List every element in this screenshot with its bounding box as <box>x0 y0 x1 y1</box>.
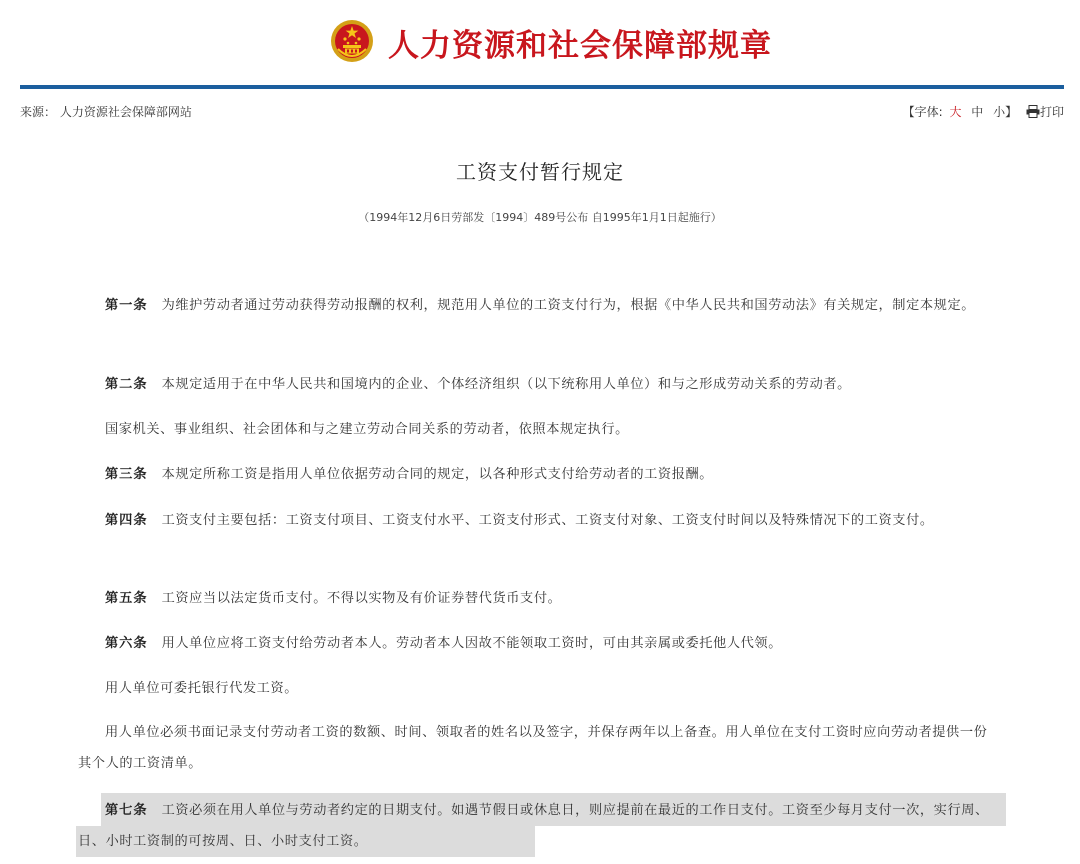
source-value: 人力资源社会保障部网站 <box>59 105 192 119</box>
article-text: 用人单位应将工资支付给劳动者本人。劳动者本人因故不能领取工资时，可由其亲属或委托他人代领。 <box>161 636 782 651</box>
article-text: 为维护劳动者通过劳动获得劳动报酬的权利，规范用人单位的工资支付行为，根据《中华人民共和国劳动法》有关规定，制定本规定。 <box>161 298 976 313</box>
document-subtitle: （1994年12月6日劳部发〔1994〕489号公布 自1995年1月1日起施行） <box>358 211 722 224</box>
article-label: 第二条 <box>105 377 148 392</box>
article-6 <box>78 628 998 659</box>
site-title: 人力资源和社会保障部规章 <box>388 28 772 64</box>
article-label: 第七条 <box>105 803 148 818</box>
article-text: 工资支付主要包括：工资支付项目、工资支付水平、工资支付形式、工资支付对象、工资支付时间以及特殊情况下的工资支付。 <box>161 513 934 528</box>
article-text: 本规定所称工资是指用人单位依据劳动合同的规定，以各种形式支付给劳动者的工资报酬。 <box>161 467 714 482</box>
article-1 <box>78 290 998 321</box>
article-3 <box>78 459 998 490</box>
font-medium-button[interactable]: 中 <box>971 105 984 119</box>
article-2-para-2 <box>78 414 998 445</box>
font-small-button[interactable]: 小】 <box>993 105 1018 119</box>
article-text: 工资必须在用人单位与劳动者约定的日期支付。如遇节假日或休息日，则应提前在最近的工作日支付。工资至少每月支付一次，实行周、日、小时工资制的可按周、日、小时支付工资。 <box>78 803 989 849</box>
font-large-button[interactable]: 大 <box>949 105 962 119</box>
article-7 <box>78 795 998 857</box>
article-text: 工资应当以法定货币支付。不得以实物及有价证券替代货币支付。 <box>161 591 562 606</box>
print-button[interactable] <box>1024 105 1064 119</box>
site-header <box>0 0 1080 88</box>
article-4 <box>78 505 998 536</box>
article-label: 第四条 <box>105 513 148 528</box>
header-divider <box>20 85 1064 89</box>
article-text: 用人单位必须书面记录支付劳动者工资的数额、时间、领取者的姓名以及签字，并保存两年以上备查。用人单位在支付工资时应向劳动者提供一份其个人的工资清单。 <box>78 725 988 771</box>
print-label: 打印 <box>1039 105 1064 119</box>
document-title: 工资支付暂行规定 <box>456 160 624 184</box>
printer-icon <box>1026 105 1040 118</box>
article-label: 第三条 <box>105 467 148 482</box>
meta-bar <box>20 103 1064 121</box>
source-label: 来源： <box>20 105 57 119</box>
national-emblem-icon <box>330 19 374 63</box>
font-size-label: 【字体: <box>902 105 943 119</box>
article-label: 第六条 <box>105 636 148 651</box>
article-label: 第五条 <box>105 591 148 606</box>
article-text: 用人单位可委托银行代发工资。 <box>105 681 299 696</box>
page-tools <box>903 103 1064 120</box>
article-text: 本规定适用于在中华人民共和国境内的企业、个体经济组织（以下统称用人单位）和与之形成劳动关系的劳动者。 <box>161 377 851 392</box>
article-6-para-3 <box>78 717 998 779</box>
article-5 <box>78 583 998 614</box>
article-text: 国家机关、事业组织、社会团体和与之建立劳动合同关系的劳动者，依照本规定执行。 <box>105 422 629 437</box>
source-line <box>20 103 192 120</box>
article-6-para-2 <box>78 673 998 704</box>
article-2 <box>78 369 998 400</box>
article-label: 第一条 <box>105 298 148 313</box>
